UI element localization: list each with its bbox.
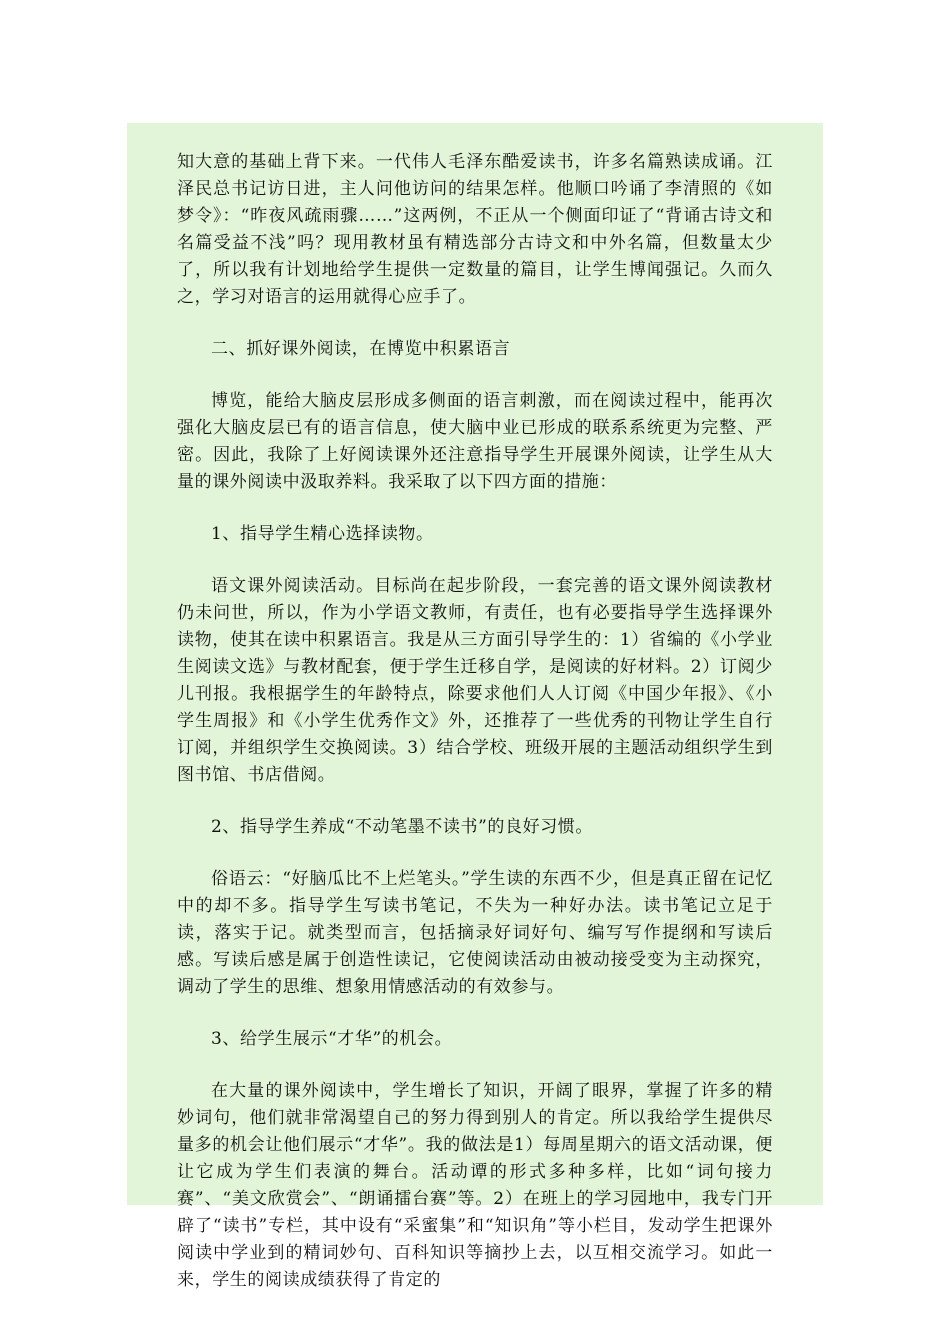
paragraph-show-talent: 在大量的课外阅读中，学生增长了知识，开阔了眼界，掌握了许多的精妙词句，他们就非常渴望自己的努力得到别人的肯定。所以我给学生提供尽量多的机会让他们展示“才华”。我的做法是1）每周星期六的语文活动课，便让它成为学生们表演的舞台。活动谭的形式多种多样，比如“词句接力赛”、“美文欣赏会”、“朗诵擂台赛”等。2）在班上的学习园地中，我专门开辟了“读书”专栏，其中设有“采蜜集”和“知识角”等小栏目，发动学生把课外阅读中学业到的精词妙句、百科知识等摘抄上去，以互相交流学习。如此一来，学生的阅读成绩获得了肯定的 xyxy=(177,1081,773,1290)
subheading-show-talent: 3、给学生展示“才华”的机会。 xyxy=(211,1029,453,1049)
subheading-reading-notes: 2、指导学生养成“不动笔墨不读书”的良好习惯。 xyxy=(211,817,593,837)
section-heading-extracurricular-reading: 二、抓好课外阅读，在博览中积累语言 xyxy=(211,339,511,359)
document-page xyxy=(127,123,823,1290)
paragraph-reading-notes: 俗语云：“好脑瓜比不上烂笔头。”学生读的东西不少，但是真正留在记忆中的却不多。指导学生写读书笔记，不失为一种好办法。读书笔记立足于读，落实于记。就类型而言，包括摘录好词好句、编写写作提纲和写读后感。写读后感是属于创造性读记，它使阅读活动由被动接受变为主动探究，调动了学生的思维、想象用情感活动的有效参与。 xyxy=(177,869,773,997)
paragraph-choose-materials: 语文课外阅读活动。目标尚在起步阶段，一套完善的语文课外阅读教材仍未问世，所以，作为小学语文教师，有责任，也有必要指导学生选择课外读物，使其在读中积累语言。我是从三方面引导学生的：1）省编的《小学业生阅读文选》与教材配套，便于学生迁移自学，是阅读的好材料。2）订阅少儿刊报。我根据学生的年龄特点，除要求他们人人订阅《中国少年报》、《小学生周报》和《小学生优秀作文》外，还推荐了一些优秀的刊物让学生自行订阅，并组织学生交换阅读。3）结合学校、班级开展的主题活动组织学生到图书馆、书店借阅。 xyxy=(177,576,773,785)
paragraph-recitation-conclusion: 知大意的基础上背下来。一代伟人毛泽东酷爱读书，许多名篇熟读成诵。江泽民总书记访日进，主人问他访问的结果怎样。他顺口吟诵了李清照的《如梦令》：“昨夜风疏雨骤……”这两例，不正从一个侧面印证了“背诵古诗文和名篇受益不浅”吗？现用教材虽有精选部分古诗文和中外名篇，但数量太少了，所以我有计划地给学生提供一定数量的篇目，让学生博闻强记。久而久之，学习对语言的运用就得心应手了。 xyxy=(177,152,773,307)
paragraph-broad-reading: 博览，能给大脑皮层形成多侧面的语言刺激，而在阅读过程中，能再次强化大脑皮层已有的语言信息，使大脑中业已形成的联系系统更为完整、严密。因此，我除了上好阅读课外还注意指导学生开展课外阅读，让学生从大量的课外阅读中汲取养料。我采取了以下四方面的措施： xyxy=(177,391,773,492)
subheading-choose-materials: 1、指导学生精心选择读物。 xyxy=(211,524,434,544)
